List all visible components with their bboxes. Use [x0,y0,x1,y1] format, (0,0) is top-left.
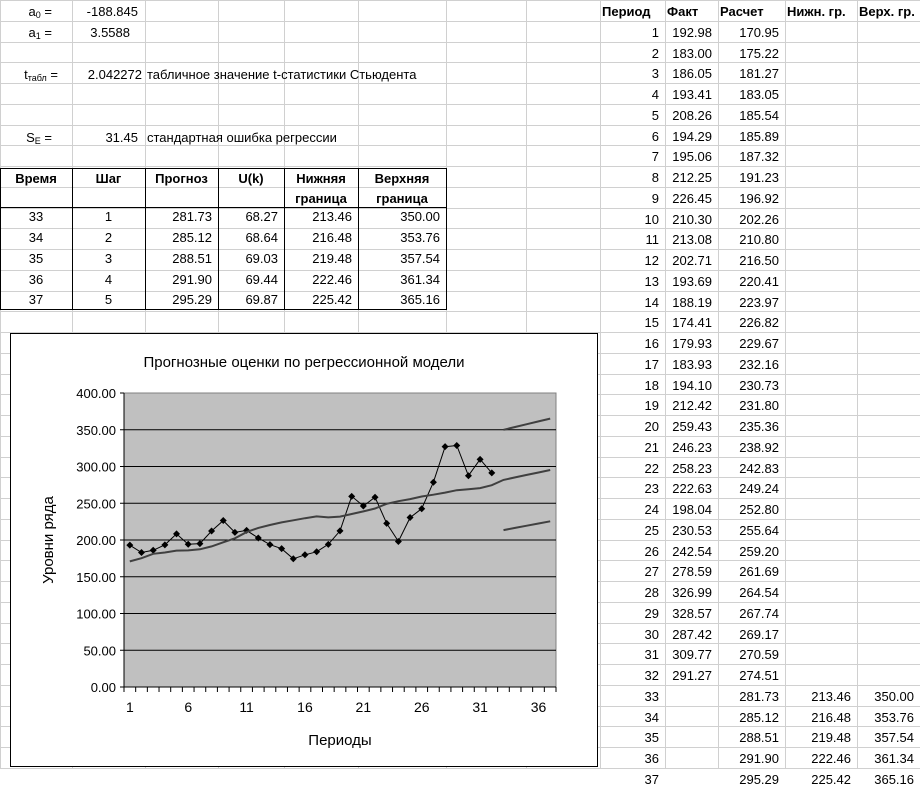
forecast-cell[interactable]: 69.87 [245,292,278,307]
forecast-cell[interactable]: 69.44 [245,272,278,287]
y-axis-label: Уровни ряда [40,496,57,584]
data-cell[interactable]: 285.12 [739,710,779,725]
forecast-cell[interactable]: 281.73 [172,209,212,224]
data-cell[interactable]: 191.23 [739,170,779,185]
data-cell[interactable]: 32 [644,668,659,683]
data-cell[interactable]: 365.16 [874,772,914,787]
data-cell[interactable]: 210.30 [672,212,712,227]
x-tick-label: 16 [297,699,313,715]
x-tick-label: 6 [184,699,193,715]
forecast-header-1[interactable]: Шаг [95,171,122,186]
data-cell[interactable]: 28 [644,585,659,600]
data-cell[interactable]: 230.73 [739,378,779,393]
data-cell[interactable]: 328.57 [672,606,712,621]
forecast-cell[interactable]: 2 [104,230,113,245]
data-cell[interactable]: 220.41 [739,274,779,289]
data-cell[interactable]: 225.42 [811,772,851,787]
data-cell[interactable]: 193.41 [672,87,712,102]
data-cell[interactable]: 12 [644,253,659,268]
data-cell[interactable]: 194.29 [672,129,712,144]
a1-value[interactable]: 3.5588 [90,25,130,40]
forecast-cell[interactable]: 291.90 [172,272,212,287]
forecast-cell[interactable]: 361.34 [400,272,440,287]
y-tick-label: 0.00 [90,680,116,695]
data-header-3[interactable]: Нижн. гр. [787,4,846,19]
forecast-cell[interactable]: 350.00 [400,209,440,224]
data-cell[interactable]: 34 [644,710,659,725]
forecast-cell[interactable]: 37 [28,292,44,307]
forecast-header-0[interactable]: Время [15,171,57,186]
data-cell[interactable]: 27 [644,564,659,579]
data-header-4[interactable]: Верх. гр. [859,4,915,19]
forecast-cell[interactable]: 219.48 [312,251,352,266]
data-cell[interactable]: 226.82 [739,315,779,330]
data-cell[interactable]: 242.54 [672,544,712,559]
forecast-header-2[interactable]: Прогноз [155,171,208,186]
data-cell[interactable]: 30 [644,627,659,642]
forecast-cell[interactable]: 365.16 [400,292,440,307]
data-cell[interactable]: 196.92 [739,191,779,206]
data-cell[interactable]: 3 [651,66,659,81]
x-tick-label: 31 [472,699,488,715]
data-cell[interactable]: 13 [644,274,659,289]
x-tick-label: 36 [530,699,547,715]
y-tick-label: 250.00 [76,496,116,512]
data-cell[interactable]: 1 [651,25,659,40]
y-tick-label: 350.00 [76,422,116,438]
data-cell[interactable]: 36 [644,751,659,766]
data-cell[interactable]: 231.80 [739,398,779,413]
data-cell[interactable]: 23 [644,481,659,496]
data-cell[interactable]: 222.46 [811,751,851,766]
forecast-cell[interactable]: 4 [104,272,113,287]
data-cell[interactable]: 235.36 [739,419,779,434]
data-cell[interactable]: 242.83 [739,461,779,476]
data-cell[interactable]: 19 [644,398,659,413]
data-cell[interactable]: 198.04 [672,502,712,517]
forecast-header-4[interactable]: Нижняя [296,171,346,186]
data-cell[interactable]: 186.05 [672,66,712,81]
data-cell[interactable]: 232.16 [739,357,779,372]
data-cell[interactable]: 229.67 [739,336,779,351]
data-cell[interactable]: 264.54 [739,585,779,600]
data-cell[interactable]: 26 [644,544,659,559]
forecast-cell[interactable]: 5 [104,292,113,307]
y-tick-label: 50.00 [83,643,116,659]
data-cell[interactable]: 238.92 [739,440,779,455]
forecast-header2-5[interactable]: граница [376,191,428,206]
data-header-1[interactable]: Факт [667,4,699,19]
data-cell[interactable]: 179.93 [672,336,712,351]
data-cell[interactable]: 210.80 [739,232,779,247]
data-cell[interactable]: 274.51 [739,668,779,683]
data-cell[interactable]: 252.80 [739,502,779,517]
se-description[interactable]: стандартная ошибка регрессии [147,130,337,145]
data-cell[interactable]: 309.77 [672,647,712,662]
y-tick-label: 400.00 [76,386,116,401]
data-cell[interactable]: 213.08 [672,232,712,247]
data-cell[interactable]: 194.10 [672,378,712,393]
data-cell[interactable]: 259.43 [672,419,712,434]
data-cell[interactable]: 174.41 [672,315,712,330]
data-cell[interactable]: 216.50 [739,253,779,268]
data-cell[interactable]: 185.54 [739,108,779,123]
data-cell[interactable]: 185.89 [739,129,779,144]
data-cell[interactable]: 291.27 [672,668,712,683]
data-cell[interactable]: 18 [644,378,659,393]
forecast-cell[interactable]: 68.27 [245,209,278,224]
data-cell[interactable]: 33 [644,689,659,704]
data-cell[interactable]: 183.93 [672,357,712,372]
data-cell[interactable]: 291.90 [739,751,779,766]
data-cell[interactable]: 213.46 [811,689,851,704]
a0-label[interactable]: $a_0$ = [28,4,52,20]
data-cell[interactable]: 11 [645,232,659,247]
data-cell[interactable]: 267.74 [739,606,779,621]
a0-value[interactable]: -188.845 [86,4,138,19]
data-cell[interactable]: 288.51 [739,730,779,745]
data-cell[interactable]: 295.29 [739,772,779,787]
forecast-cell[interactable]: 33 [28,209,44,224]
chart-title: Прогнозные оценки по регрессионной модели [143,354,465,371]
data-cell[interactable]: 208.26 [672,108,712,123]
t-label[interactable]: $t_{табл}$ = [24,67,58,83]
forecast-cell[interactable]: 216.48 [312,230,352,245]
data-cell[interactable]: 361.34 [874,751,914,766]
data-cell[interactable]: 20 [644,419,659,434]
data-cell[interactable]: 25 [644,523,659,538]
forecast-header2-4[interactable]: граница [295,191,347,206]
forecast-cell[interactable]: 35 [28,251,44,266]
data-cell[interactable]: 192.98 [672,25,712,40]
data-cell[interactable]: 219.48 [811,730,851,745]
data-cell[interactable]: 222.63 [672,481,712,496]
x-tick-label: 1 [125,699,134,715]
data-cell[interactable]: 4 [651,87,659,102]
x-tick-label: 21 [355,699,372,715]
data-cell[interactable]: 202.71 [672,253,712,268]
forecast-cell[interactable]: 3 [104,251,113,266]
data-cell[interactable]: 216.48 [811,710,851,725]
data-cell[interactable]: 281.73 [739,689,779,704]
data-cell[interactable]: 326.99 [672,585,712,600]
data-cell[interactable]: 187.32 [739,149,779,164]
data-cell[interactable]: 193.69 [672,274,712,289]
data-cell[interactable]: 188.19 [672,295,712,310]
se-value[interactable]: 31.45 [105,130,138,145]
forecast-cell[interactable]: 295.29 [172,292,212,307]
y-tick-label: 200.00 [76,533,116,548]
forecast-cell[interactable]: 36 [28,272,44,287]
forecast-cell[interactable]: 1 [104,209,113,224]
data-cell[interactable]: 6 [651,129,659,144]
data-cell[interactable]: 269.17 [739,627,779,642]
data-cell[interactable]: 212.42 [672,398,712,413]
data-cell[interactable]: 29 [644,606,659,621]
data-cell[interactable]: 2 [651,46,659,61]
data-cell[interactable]: 195.06 [672,149,712,164]
chart[interactable] [10,333,598,767]
x-tick-label: 26 [413,699,430,715]
data-cell[interactable]: 226.45 [672,191,712,206]
data-header-2[interactable]: Расчет [720,4,764,19]
data-cell[interactable]: 212.25 [672,170,712,185]
data-header-0[interactable]: Период [602,4,651,19]
data-cell[interactable]: 14 [644,295,659,310]
data-cell[interactable]: 170.95 [739,25,779,40]
data-cell[interactable]: 259.20 [739,544,779,559]
t-description[interactable]: табличное значение t-статистики Стьюдента [147,67,417,82]
data-cell[interactable]: 230.53 [672,523,712,538]
data-cell[interactable]: 249.24 [739,481,779,496]
data-cell[interactable]: 255.64 [739,523,779,538]
forecast-cell[interactable]: 225.42 [312,292,352,307]
data-cell[interactable]: 31 [644,647,659,662]
data-cell[interactable]: 22 [644,461,659,476]
data-cell[interactable]: 258.23 [672,461,712,476]
x-axis-label: Периоды [308,732,372,749]
forecast-cell[interactable]: 69.03 [245,251,278,266]
data-cell[interactable]: 261.69 [739,564,779,579]
data-cell[interactable]: 357.54 [874,730,914,745]
forecast-cell[interactable]: 288.51 [172,251,212,266]
forecast-header-3[interactable]: U(k) [238,171,264,186]
data-cell[interactable]: 24 [644,502,659,517]
data-cell[interactable]: 202.26 [739,212,779,227]
data-cell[interactable]: 15 [644,315,659,330]
a1-label[interactable]: $a_1$ = [28,25,52,41]
data-cell[interactable]: 175.22 [739,46,779,61]
forecast-cell[interactable]: 353.76 [400,230,440,245]
data-cell[interactable]: 183.00 [672,46,712,61]
y-tick-label: 100.00 [76,606,116,622]
forecast-cell[interactable]: 285.12 [172,230,212,245]
forecast-cell[interactable]: 34 [28,230,44,245]
data-cell[interactable]: 8 [651,170,659,185]
se-label[interactable]: $S_E$ = [26,130,52,146]
data-cell[interactable]: 246.23 [672,440,712,455]
forecast-cell[interactable]: 357.54 [400,251,440,266]
data-cell[interactable]: 5 [651,108,659,123]
forecast-header-5[interactable]: Верхняя [374,171,430,186]
data-cell[interactable]: 21 [644,440,659,455]
forecast-cell[interactable]: 68.64 [245,230,278,245]
data-cell[interactable]: 17 [644,357,659,372]
forecast-cell[interactable]: 213.46 [312,209,352,224]
data-cell[interactable]: 10 [644,212,659,227]
y-tick-label: 150.00 [76,569,116,585]
data-cell[interactable]: 223.97 [739,295,779,310]
x-tick-label: 11 [239,699,254,715]
data-cell[interactable]: 35 [644,730,659,745]
data-cell[interactable]: 278.59 [672,564,712,579]
data-cell[interactable]: 353.76 [874,710,914,725]
data-cell[interactable]: 37 [644,772,659,787]
data-cell[interactable]: 270.59 [739,647,779,662]
data-cell[interactable]: 287.42 [672,627,712,642]
data-cell[interactable]: 350.00 [874,689,914,704]
data-cell[interactable]: 183.05 [739,87,779,102]
data-cell[interactable]: 7 [651,149,659,164]
t-value[interactable]: 2.042272 [87,67,142,82]
data-cell[interactable]: 181.27 [739,66,779,81]
chart-svg [11,334,597,766]
data-cell[interactable]: 9 [651,191,659,206]
data-cell[interactable]: 16 [644,336,659,351]
y-tick-label: 300.00 [76,459,116,475]
forecast-cell[interactable]: 222.46 [312,272,352,287]
